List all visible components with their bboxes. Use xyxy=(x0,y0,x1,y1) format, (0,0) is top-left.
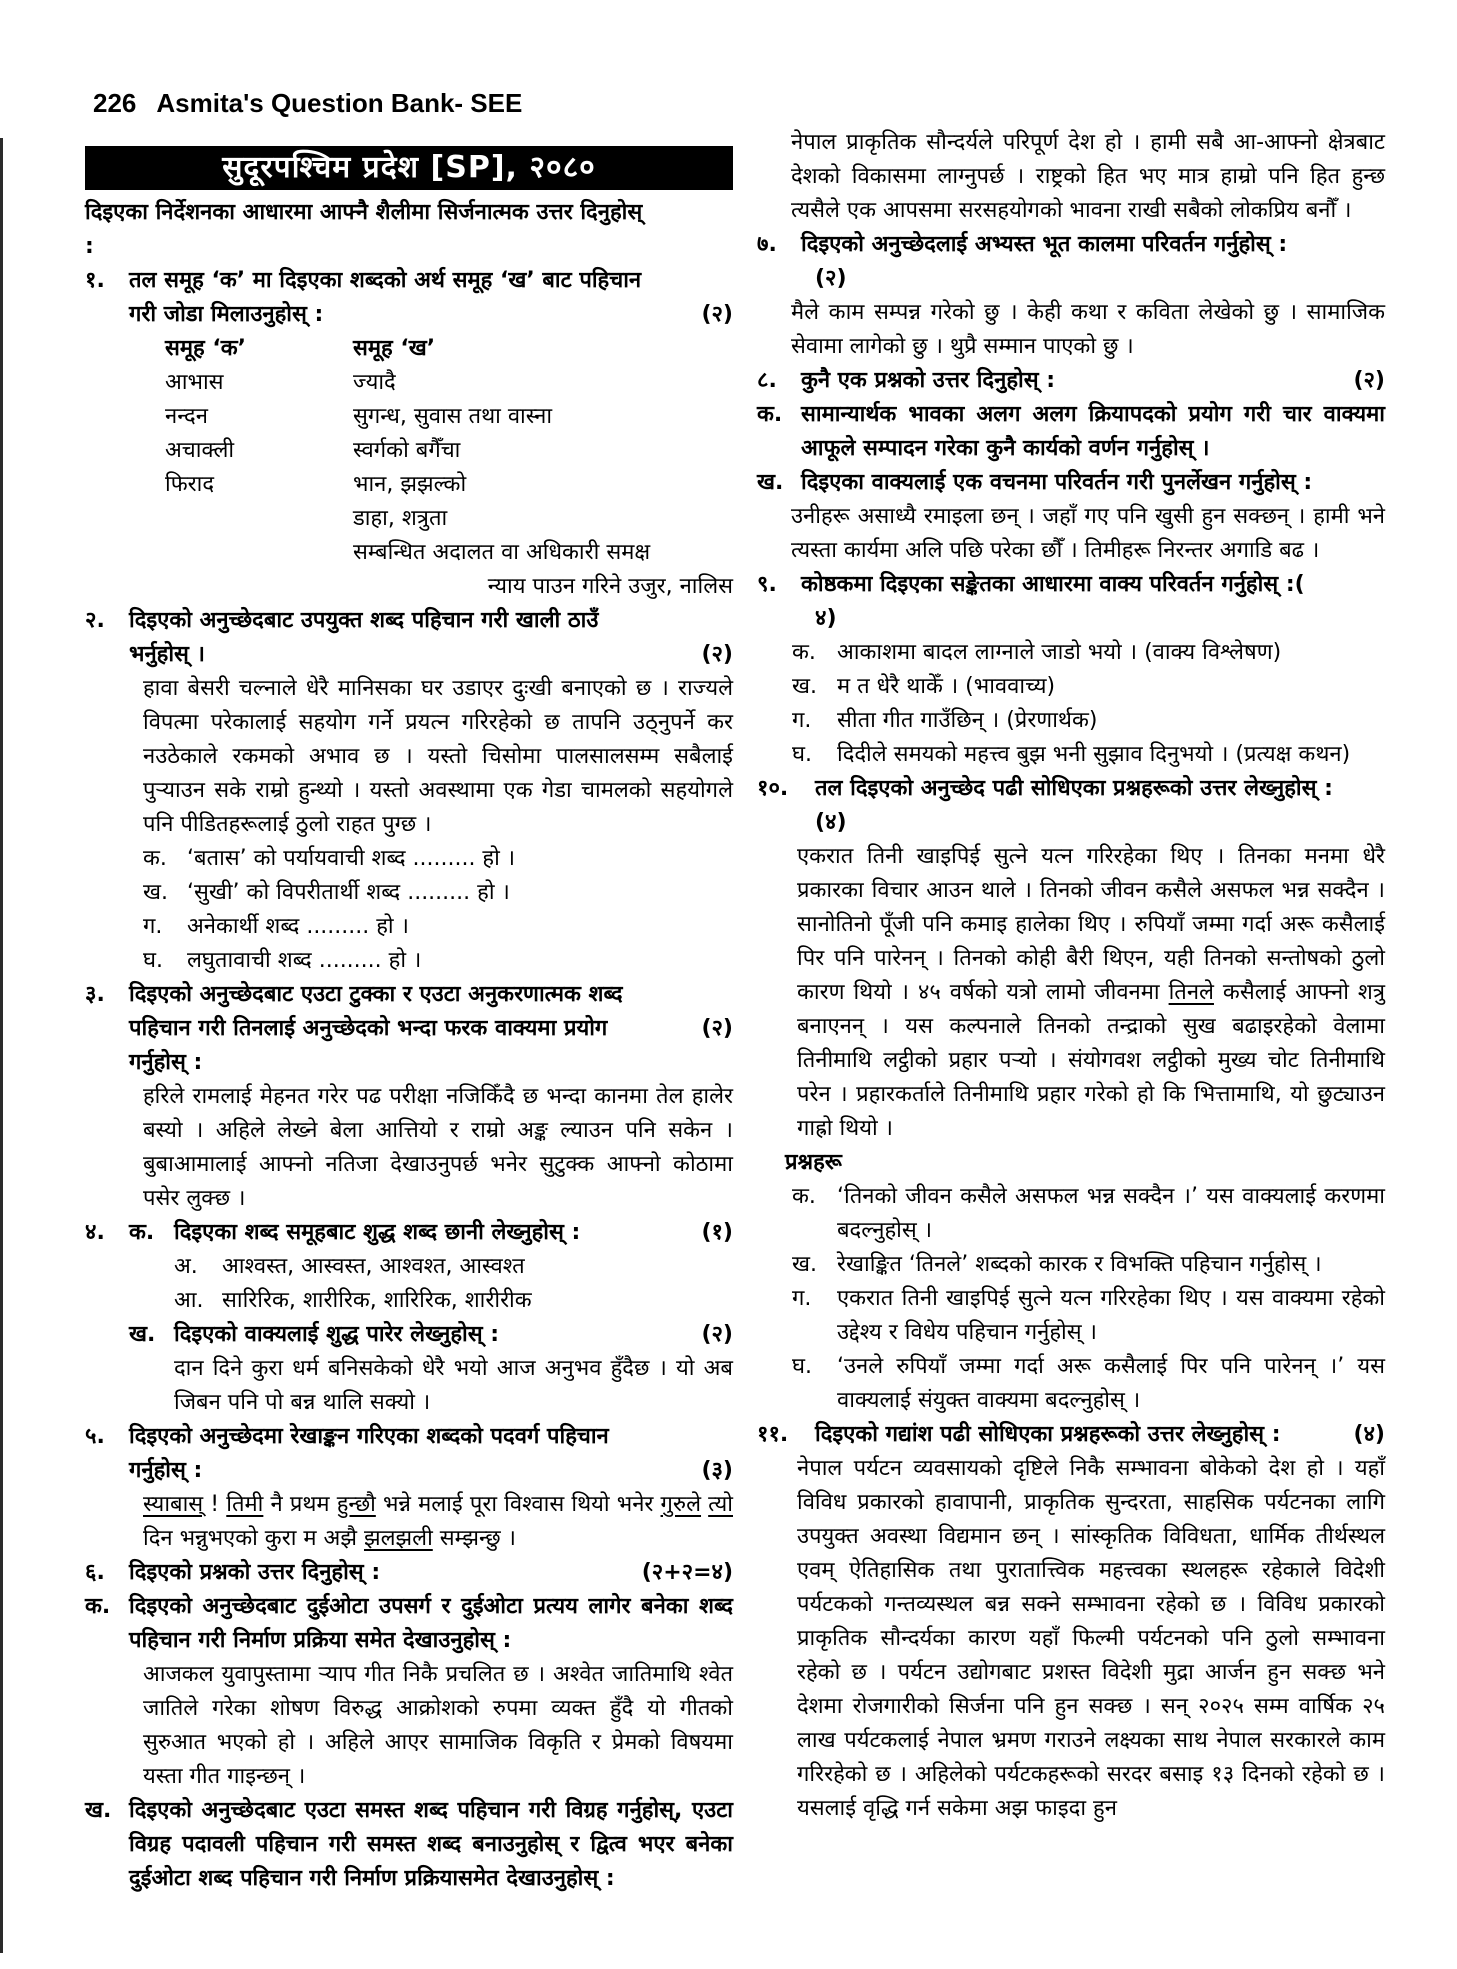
question-title: कुनै एक प्रश्नको उत्तर दिनुहोस् : xyxy=(801,368,1056,393)
list-item xyxy=(792,636,1385,670)
passage: हावा बेसरी चल्नाले धेरै मानिसका घर उडाएर दुःखी बनाएको छ । राज्यले विपत्मा परेकालाई सहयोग गर्ने प्रयत्न गरिरहेको छ तापनि उठ्नुपर्ने कर नउठेकाले रकमको अभाव छ । यस्तो चिसोमा पालसालसम्म सबैलाई पुऱ्याउन सके राम्रो हुन्थ्यो । यस्तो अवस्थामा एक गेडा चामलको सहयोगले पनि पीडितहरूलाई ठुलो राहत पुग्छ । xyxy=(143,676,733,837)
question-title: पहिचान गरी तिनलाई अनुच्छेदको भन्दा फरक वाक्यमा प्रयोग xyxy=(129,1016,608,1041)
question-number: ६. xyxy=(85,1560,105,1585)
question-number: ९. xyxy=(757,572,777,597)
passage-with-underlines: स्याबास् ! तिमी नै प्रथम हुन्छौ भन्ने मलाई पूरा विश्वास थियो भनेर गुरुले त्यो दिन भन्नुभएको कुरा म अझै झलझली सम्झन्छु । xyxy=(143,1492,733,1551)
item-text: लघुतावाची शब्द ......... हो । xyxy=(187,948,422,973)
item-text: अनेकार्थी शब्द ......... हो । xyxy=(187,914,409,939)
item-text: ‘उनले रुपियाँ जम्मा गर्दा अरू कसैलाई पिर पनि पारेनन् ।’ यस वाक्यलाई संयुक्त वाक्यमा बदल्नुहोस् । xyxy=(837,1354,1385,1413)
subquestion-label: ख. xyxy=(85,1798,112,1823)
marks-badge: (२) xyxy=(701,302,733,327)
list-item xyxy=(143,842,733,876)
item-label: घ. xyxy=(792,1354,812,1379)
match-word: फिराद xyxy=(165,472,215,497)
subquestion-title: दिइएको अनुच्छेदबाट दुईओटा उपसर्ग र दुईओटा प्रत्यय लागेर बनेका शब्द पहिचान गरी निर्माण प्रक्रिया समेत देखाउनुहोस् : xyxy=(129,1594,733,1653)
item-text: रेखाङ्कित ‘तिनले’ शब्दको कारक र विभक्ति पहिचान गर्नुहोस् । xyxy=(837,1252,1322,1277)
passage: उनीहरू असाध्यै रमाइला छन् । जहाँ गए पनि खुसी हुन सक्छन् । हामी भने त्यस्ता कार्यमा अलि पछि परेका छौँ । तिमीहरू निरन्तर अगाडि बढ । xyxy=(791,504,1385,563)
marks-badge: (२) xyxy=(701,642,733,667)
subquestion-title: दिइएको वाक्यलाई शुद्ध पारेर लेख्नुहोस् : xyxy=(174,1322,500,1347)
question-title: कोष्ठकमा दिइएका सङ्केतका आधारमा वाक्य परिवर्तन गर्नुहोस् :( xyxy=(801,572,1305,597)
page-header xyxy=(93,88,522,118)
scan-gutter-artifact xyxy=(0,138,3,1953)
question-title: दिइएको गद्यांश पढी सोधिएका प्रश्नहरूको उत्तर लेख्नुहोस् : xyxy=(815,1422,1281,1447)
sentence-list xyxy=(792,636,1385,772)
passage: आजकल युवापुस्तामा ऱ्याप गीत निकै प्रचलित छ । अश्वेत जातिमाथि श्वेत जातिले गरेका शोषण विरुद्ध आक्रोशको रुपमा व्यक्त हुँदै यो गीतको सुरुआत भएको हो । अहिले आएर सामाजिक विकृति र प्रेमको विषयमा यस्ता गीत गाइन्छन् । xyxy=(143,1662,733,1789)
match-meaning: डाहा, शत्रुता xyxy=(353,506,448,531)
list-item xyxy=(792,738,1385,772)
column-a-header: समूह ‘क’ xyxy=(165,336,246,361)
question-2 xyxy=(85,604,733,978)
marks-badge: (१) xyxy=(701,1220,733,1245)
marks-badge: (२) xyxy=(815,266,847,291)
question-title: दिइएको प्रश्नको उत्तर दिनुहोस् : xyxy=(129,1560,381,1585)
match-meaning: ज्यादै xyxy=(353,370,396,395)
match-row xyxy=(165,434,733,468)
item-label: क. xyxy=(792,640,816,665)
question-8 xyxy=(757,364,1385,568)
item-text: आकाशमा बादल लाग्नाले जाडो भयो । (वाक्य विश्लेषण) xyxy=(837,640,1282,665)
questions-subheading: प्रश्नहरू xyxy=(785,1150,842,1175)
question-title: तल दिइएको अनुच्छेद पढी सोधिएका प्रश्नहरूको उत्तर लेख्नुहोस् : xyxy=(815,776,1333,801)
list-item xyxy=(143,910,733,944)
question-number: ५. xyxy=(85,1424,105,1449)
option-label: आ. xyxy=(174,1288,204,1313)
item-text: दिदीले समयको महत्त्व बुझ भनी सुझाव दिनुभयो । (प्रत्यक्ष कथन) xyxy=(837,742,1351,767)
item-label: ग. xyxy=(792,1286,812,1311)
match-row xyxy=(165,400,733,434)
match-row xyxy=(165,502,733,536)
question-3 xyxy=(85,978,733,1216)
passage: हरिले रामलाई मेहनत गरेर पढ परीक्षा नजिकिँदै छ भन्दा कानमा तेल हालेर बस्यो । अहिले लेख्ने बेला आत्तियो र राम्रो अङ्क ल्याउन पनि सकेन । बुबाआमालाई आफ्नो नतिजा देखाउनुपर्छ भनेर सुटुक्क आफ्नो कोठामा पसेर लुक्छ । xyxy=(143,1084,733,1211)
list-item xyxy=(143,944,733,978)
match-meaning: न्याय पाउन गरिने उजुर, नालिस xyxy=(487,574,733,599)
marks-badge: (४) xyxy=(815,810,847,835)
continued-passage: नेपाल प्राकृतिक सौन्दर्यले परिपूर्ण देश हो । हामी सबै आ-आफ्नो क्षेत्रबाट देशको विकासमा लाग्नुपर्छ । राष्ट्रको हित भए मात्र हाम्रो पनि हित हुन्छ त्यसैले एक आपसमा सरसहयोगको भावना राखी सबैको लोकप्रिय बनौँ । xyxy=(791,130,1385,223)
item-label: घ. xyxy=(143,948,163,973)
question-4 xyxy=(85,1216,733,1420)
item-label: ख. xyxy=(792,1252,817,1277)
marks-badge: (३) xyxy=(701,1458,733,1483)
option-text: आश्वस्त, आस्वस्त, आश्वश्त, आस्वश्त xyxy=(222,1254,525,1279)
province-banner: सुदूरपश्चिम प्रदेश [SP], २०८० xyxy=(85,146,733,190)
subquestion-title: दिइएका शब्द समूहबाट शुद्ध शब्द छानी लेख्नुहोस् : xyxy=(174,1220,581,1245)
two-column-body xyxy=(85,126,1385,1896)
subquestion-title: दिइएको अनुच्छेदबाट एउटा समस्त शब्द पहिचान गरी विग्रह गर्नुहोस्, एउटा विग्रह पदावली पहिचान गरी समस्त शब्द बनाउनुहोस् र द्वित्व भएर बनेका दुईओटा शब्द पहिचान गरी निर्माण प्रक्रियासमेत देखाउनुहोस् : xyxy=(129,1798,733,1891)
question-number: २. xyxy=(85,608,105,633)
match-meaning: भान, झझल्को xyxy=(353,472,467,497)
passage: नेपाल पर्यटन व्यवसायको दृष्टिले निकै सम्भावना बोकेको देश हो । यहाँ विविध प्रकारको हावापानी, प्राकृतिक सुन्दरता, साहसिक पर्यटनका लागि उपयुक्त अवस्था विद्यमान छन् । सांस्कृतिक विविधता, धार्मिक तीर्थस्थल एवम् ऐतिहासिक तथा पुरातात्त्विक महत्त्वका स्थलहरू रहेकाले विदेशी पर्यटकको गन्तव्यस्थल बन्न सक्ने सम्भावना रहेको छ । विविध प्रकारको प्राकृतिक सौन्दर्यका कारण यहाँ फिल्मी पर्यटनको पनि ठुलो सम्भावना रहेको छ । पर्यटन उद्योगबाट प्रशस्त विदेशी मुद्रा आर्जन हुन सक्छ भने देशमा रोजगारीको सिर्जना पनि हुन सक्छ । सन् २०२५ सम्म वार्षिक २५ लाख पर्यटकलाई नेपाल भ्रमण गराउने लक्ष्यका साथ नेपाल सरकारले काम गरिरहेको छ । अहिलेको पर्यटकहरूको सरदर बसाइ १३ दिनको रहेको छ । यसलाई वृद्धि गर्न सकेमा अझ फाइदा हुन xyxy=(797,1456,1385,1821)
question-number: १०. xyxy=(757,776,789,801)
item-text: सीता गीत गाउँछिन् । (प्रेरणार्थक) xyxy=(837,708,1098,733)
item-text: म त धेरै थाकेँ । (भाववाच्य) xyxy=(837,674,1056,699)
match-word: अचाक्ली xyxy=(165,438,235,463)
question-number: ८. xyxy=(757,368,777,393)
option-row xyxy=(174,1284,733,1318)
question-number: १. xyxy=(85,268,105,293)
item-text: ‘सुखी’ को विपरीतार्थी शब्द ......... हो । xyxy=(187,880,510,905)
match-meaning: स्वर्गको बगैँचा xyxy=(353,438,461,463)
question-title: भर्नुहोस् । xyxy=(129,642,205,667)
subquestion-label: क. xyxy=(129,1220,155,1245)
left-column xyxy=(85,126,733,1896)
question-title: दिइएको अनुच्छेदबाट एउटा टुक्का र एउटा अनुकरणात्मक शब्द xyxy=(129,982,623,1007)
question-1 xyxy=(85,264,733,604)
item-label: क. xyxy=(792,1184,816,1209)
list-item xyxy=(792,1282,1385,1350)
list-item xyxy=(792,1180,1385,1248)
question-title: दिइएको अनुच्छेदलाई अभ्यस्त भूत कालमा परिवर्तन गर्नुहोस् : xyxy=(801,232,1288,257)
intro-line: दिइएका निर्देशनका आधारमा आफ्नै शैलीमा सिर्जनात्मक उत्तर दिनुहोस् xyxy=(85,200,643,225)
marks-badge: (२) xyxy=(701,1322,733,1347)
item-text: ‘बतास’ को पर्यायवाची शब्द ......... हो । xyxy=(187,846,516,871)
question-number: ११. xyxy=(757,1422,789,1447)
item-label: घ. xyxy=(792,742,812,767)
question-title: गर्नुहोस् : xyxy=(129,1458,203,1483)
item-label: ख. xyxy=(792,674,817,699)
item-label: ग. xyxy=(143,914,163,939)
subquestion-title: सामान्यार्थक भावका अलग अलग क्रियापदको प्रयोग गरी चार वाक्यमा आफूले सम्पादन गरेका कुनै कार्यको वर्णन गर्नुहोस् । xyxy=(801,402,1385,461)
question-number: ७. xyxy=(757,232,777,257)
subquestion-label: ख. xyxy=(129,1322,156,1347)
marks-badge: (२) xyxy=(1353,368,1385,393)
passage-with-underlines: एकरात तिनी खाइपिई सुत्ने यत्न गरिरहेका थिए । तिनका मनमा धेरै प्रकारका विचार आउन थाले । तिनको जीवन कसैले असफल भन्न सक्दैन । सानोतिनो पूँजी पनि कमाइ हालेका थिए । रुपियाँ जम्मा गर्दा अरू कसैलाई पिर पनि पारेनन् । तिनको कोही बैरी थिएन, यही तिनको सन्तोषको ठुलो कारण थियो । ४५ वर्षको यत्रो लामो जीवनमा तिनले कसैलाई आफ्नो शत्रु बनाएनन् । यस कल्पनाले तिनको तन्द्राको सुख बढाइरहेको वेलामा तिनीमाथि लट्ठीको प्रहार पऱ्यो । संयोगवश लट्ठीको मुख्य चोट तिनीमाथि परेन । प्रहारकर्ताले तिनीमाथि प्रहार गरेको हो कि भित्तामाथि, यो छुट्याउन गाह्रो थियो । xyxy=(797,844,1386,1141)
option-text: सारिरिक, शारीरिक, शारिरिक, शारीरीक xyxy=(222,1288,532,1313)
match-meaning: सम्बन्धित अदालत वा अधिकारी समक्ष xyxy=(353,540,651,565)
question-6 xyxy=(85,1556,733,1896)
column-b-header: समूह ‘ख’ xyxy=(353,336,436,361)
question-number: ३. xyxy=(85,982,105,1007)
comprehension-questions xyxy=(792,1180,1385,1418)
question-11 xyxy=(757,1418,1385,1826)
match-word: आभास xyxy=(165,370,224,395)
list-item xyxy=(792,670,1385,704)
match-row xyxy=(165,366,733,400)
right-column xyxy=(757,126,1385,1896)
question-10 xyxy=(757,772,1385,1418)
match-word: नन्दन xyxy=(165,404,208,429)
subquestion-title: दिइएका वाक्यलाई एक वचनमा परिवर्तन गरी पुनर्लेखन गर्नुहोस् : xyxy=(801,470,1313,495)
question-number: ४. xyxy=(85,1220,105,1245)
subquestion-label: ख. xyxy=(757,470,784,495)
item-label: क. xyxy=(143,846,167,871)
item-label: ख. xyxy=(143,880,168,905)
item-text: एकरात तिनी खाइपिई सुत्ने यत्न गरिरहेका थिए । यस वाक्यमा रहेको उद्देश्य र विधेय पहिचान गर्नुहोस् । xyxy=(837,1286,1385,1345)
match-row xyxy=(165,570,733,604)
list-item xyxy=(143,876,733,910)
match-word xyxy=(165,502,353,536)
question-title: तल समूह ‘क’ मा दिइएका शब्दको अर्थ समूह ‘ख’ बाट पहिचान xyxy=(129,268,642,293)
match-row xyxy=(165,468,733,502)
question-title: गरी जोडा मिलाउनुहोस् : xyxy=(129,302,324,327)
option-row xyxy=(174,1250,733,1284)
list-item xyxy=(792,1350,1385,1418)
passage: दान दिने कुरा धर्म बनिसकेको धेरै भयो आज अनुभव हुँदैछ । यो अब जिबन पनि पो बन्न थालि सक्यो । xyxy=(174,1356,733,1415)
item-label: ग. xyxy=(792,708,812,733)
item-text: ‘तिनको जीवन कसैले असफल भन्न सक्दैन ।’ यस वाक्यलाई करणमा बदल्नुहोस् । xyxy=(837,1184,1385,1243)
matching-table xyxy=(165,332,733,604)
question-7 xyxy=(757,228,1385,364)
question-title: दिइएको अनुच्छेदबाट उपयुक्त शब्द पहिचान गरी खाली ठाउँ xyxy=(129,608,599,633)
list-item xyxy=(792,1248,1385,1282)
marks-badge: (४) xyxy=(1353,1422,1385,1447)
match-row xyxy=(165,536,733,570)
intro-colon: : xyxy=(85,234,94,259)
marks-badge: (२+२=४) xyxy=(641,1560,733,1585)
question-5 xyxy=(85,1420,733,1556)
question-title: गर्नुहोस् : xyxy=(129,1050,203,1075)
book-title: Asmita's Question Bank- SEE xyxy=(156,88,523,118)
passage: मैले काम सम्पन्न गरेको छु । केही कथा र कविता लेखेको छु । सामाजिक सेवामा लागेको छु । थुप्रै सम्मान पाएको छु । xyxy=(791,300,1385,359)
fill-in-blanks-list xyxy=(143,842,733,978)
subquestion-label: क. xyxy=(757,402,783,427)
marks-badge: ४) xyxy=(815,606,837,631)
page-number: 226 xyxy=(93,88,137,118)
list-item xyxy=(792,704,1385,738)
marks-badge: (२) xyxy=(701,1016,733,1041)
option-label: अ. xyxy=(174,1254,198,1279)
question-title: दिइएको अनुच्छेदमा रेखाङ्कन गरिएका शब्दको पदवर्ग पहिचान xyxy=(129,1424,609,1449)
question-9 xyxy=(757,568,1385,772)
match-meaning: सुगन्ध, सुवास तथा वास्ना xyxy=(353,404,553,429)
subquestion-label: क. xyxy=(85,1594,111,1619)
